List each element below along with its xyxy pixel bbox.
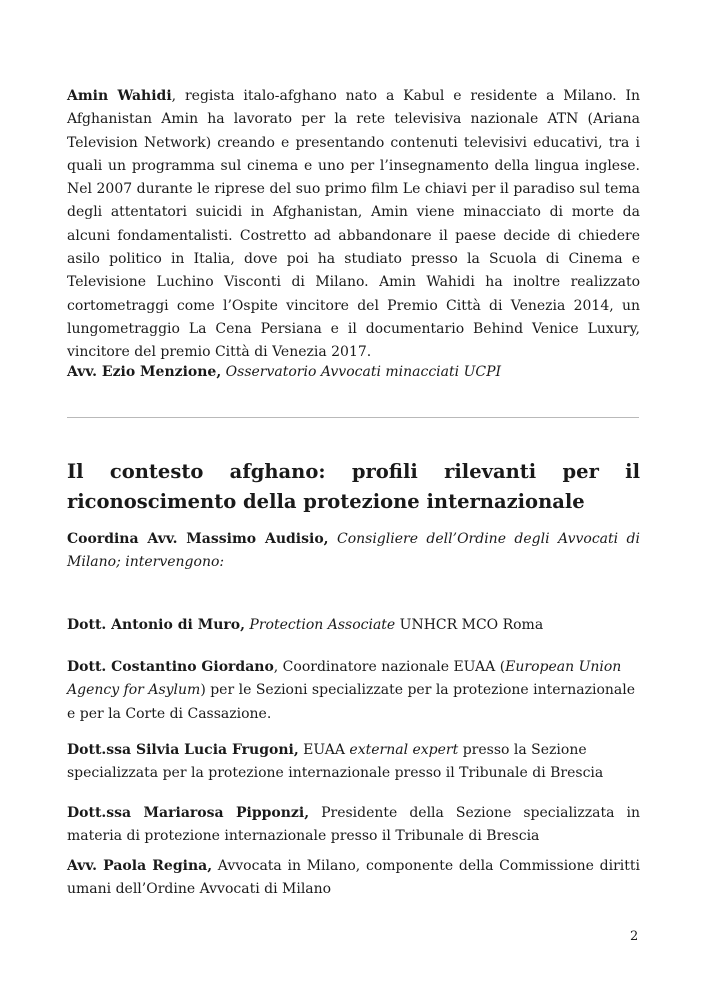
speaker-di-muro xyxy=(67,614,640,637)
speaker-pipponzi xyxy=(67,802,640,849)
speaker-giordano-text-after: ) per le Sezioni specializzate per la protezione internazionale e per la Corte di Cassazione. xyxy=(67,682,636,722)
section-title: Il contesto afghano: profili rilevanti per il riconoscimento della protezione internazionale xyxy=(67,460,640,513)
speaker-di-muro-name: Dott. Antonio di Muro, xyxy=(67,617,245,633)
speaker-di-muro-role-italic: Protection Associate xyxy=(249,617,396,633)
speaker-di-muro-role: UNHCR MCO Roma xyxy=(395,617,544,633)
speaker-giordano-name: Dott. Costantino Giordano xyxy=(67,659,274,675)
speaker-regina-name: Avv. Paola Regina, xyxy=(67,858,213,874)
speaker-frugoni-italic: external expert xyxy=(349,742,459,758)
speaker-menzione-name: Avv. Ezio Menzione, xyxy=(67,364,222,380)
speaker-frugoni xyxy=(67,739,640,786)
coordinator-name: Coordina Avv. Massimo Audisio, xyxy=(67,531,329,547)
speaker-pipponzi-name: Dott.ssa Mariarosa Pipponzi, xyxy=(67,805,310,821)
speaker-frugoni-text-after: presso la Sezione specializzata per la protezione internazionale presso il Tribunale di Brescia xyxy=(67,742,604,782)
speaker-giordano-italic: European Union Agency for Asylum xyxy=(67,659,622,699)
bio-name: Amin Wahidi xyxy=(67,88,172,104)
speaker-pipponzi-text: Presidente della Sezione specializzata in materia di protezione internazionale presso il Tribunale di Brescia xyxy=(67,805,640,845)
speaker-frugoni-name: Dott.ssa Silvia Lucia Frugoni, xyxy=(67,742,299,758)
speaker-menzione xyxy=(67,361,640,384)
page-number: 2 xyxy=(630,929,639,944)
speaker-menzione-role: Osservatorio Avvocati minacciati UCPI xyxy=(225,364,502,380)
speaker-giordano xyxy=(67,656,640,726)
bio-text: , regista italo-afghano nato a Kabul e residente a Milano. In Afghanistan Amin ha lavorato per la rete televisiva nazionale ATN (Ariana Television Network) creando e presentando contenuti televisivi educativi, tra i quali un programma sul cinema e uno per l’insegnamento della lingua inglese. Nel 2007 durante le riprese del suo primo film Le chiavi per il paradiso sul tema degli attentatori suicidi in Afghanistan, Amin viene minacciato di morte da alcuni fondamentalisti. Costretto ad abbandonare il paese decide di chiedere asilo politico in Italia, dove poi ha studiato presso la Scuola di Cinema e Televisione Luchino Visconti di Milano. Amin Wahidi ha inoltre realizzato cortometraggi come l’Ospite vincitore del Premio Città di Venezia 2014, un lungometraggio La Cena Persiana e il documentario Behind Venice Luxury, vincitore del premio Città di Venezia 2017. xyxy=(67,88,641,361)
coordinator-paragraph xyxy=(67,528,640,575)
coordinator-role: Consigliere dell’Ordine degli Avvocati di Milano; intervengono: xyxy=(67,531,640,571)
bio-paragraph xyxy=(67,85,640,365)
speaker-giordano-text-before: , Coordinatore nazionale EUAA ( xyxy=(273,659,506,675)
speaker-regina xyxy=(67,855,640,902)
section-divider xyxy=(67,417,639,418)
speaker-frugoni-text-before: EUAA xyxy=(298,742,350,758)
speaker-regina-text: Avvocata in Milano, componente della Commissione diritti umani dell’Ordine Avvocati di Milano xyxy=(67,858,640,898)
